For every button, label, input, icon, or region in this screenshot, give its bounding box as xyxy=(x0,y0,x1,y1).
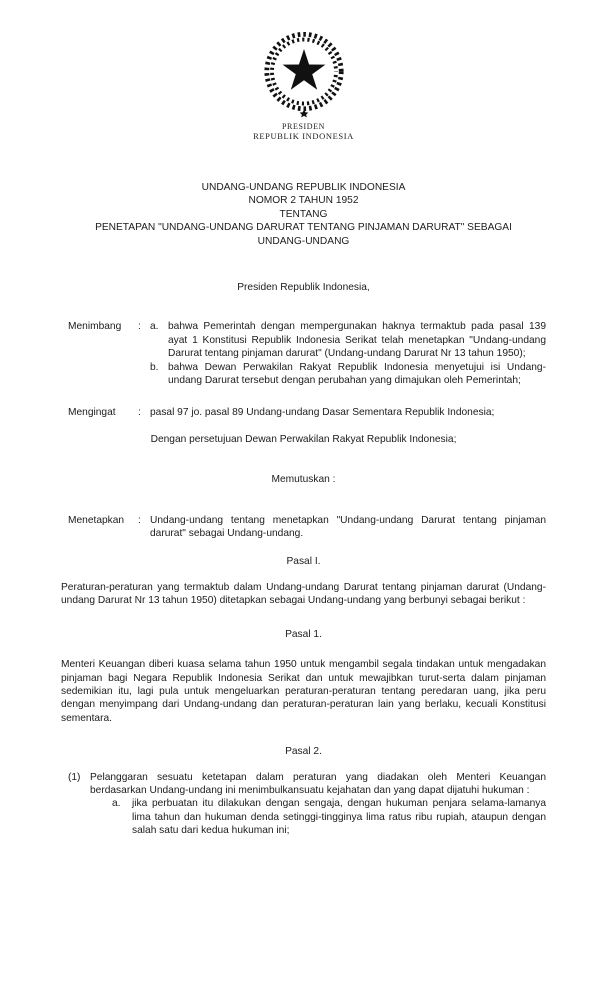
memutuskan-line: Memutuskan : xyxy=(271,474,336,486)
title-line-4: PENETAPAN "UNDANG-UNDANG DARURAT TENTANG PINJAMAN DARURAT" SEBAGAI xyxy=(95,222,512,234)
menimbang-item-a-marker: a. xyxy=(150,321,159,333)
clause-menimbang-colon: : xyxy=(138,321,141,333)
presidential-emblem xyxy=(260,30,348,120)
title-line-1: UNDANG-UNDANG REPUBLIK INDONESIA xyxy=(201,182,406,193)
letterhead-presiden: PRESIDEN xyxy=(281,122,326,131)
pasal-roman-heading: Pasal I. xyxy=(286,555,321,567)
pasal-2-item-1 xyxy=(68,771,546,838)
clause-mengingat xyxy=(68,406,546,419)
star-icon xyxy=(282,49,325,90)
clause-menimbang-label: Menimbang xyxy=(68,321,122,333)
opening-line: Presiden Republik Indonesia, xyxy=(237,282,370,294)
clause-mengingat-label: Mengingat xyxy=(68,407,116,419)
title-line-2: NOMOR 2 TAHUN 1952 xyxy=(248,195,359,207)
agreement-line: Dengan persetujuan Dewan Perwakilan Rakyat Republik Indonesia; xyxy=(150,433,457,445)
pasal-2-item-1-sub-a xyxy=(112,797,546,837)
pasal-1-paragraph: Menteri Keuangan diberi kuasa selama tahun 1950 untuk mengambil segala tindakan untuk mengadakan pinjaman bagi Negara Republik Indonesia Serikat dan untuk mewajibkan turut-serta dalam pinjaman sedemikian itu, lagi pula untuk mengeluarkan peraturan-peraturan tentang peredaran uang, jika peru dengan menyimpang dari Undang-undang dan peraturan-peraturan lain yang berlaku, kecuali Konstitusi sementara. xyxy=(61,659,546,724)
pasal-2-heading: Pasal 2. xyxy=(285,746,322,758)
menimbang-item-b-marker: b. xyxy=(150,361,159,373)
menimbang-item-b-text: bahwa Dewan Perwakilan Rakyat Republik Indonesia menyetujui isi Undang-undang Darurat tersebut dengan perubahan yang dimajukan oleh Pemerintah; xyxy=(168,361,546,387)
clause-menimbang-content xyxy=(150,320,546,387)
clause-menetapkan-text: Undang-undang tentang menetapkan "Undang-undang Darurat tentang pinjaman darurat" sebagai Undang-undang. xyxy=(150,514,546,540)
clause-mengingat-text: pasal 97 jo. pasal 89 Undang-undang Dasar Sementara Republik Indonesia; xyxy=(150,407,495,419)
pasal-2-item-1-sub-a-marker: a. xyxy=(112,798,121,810)
pasal-2-item-1-marker: (1) xyxy=(68,771,81,783)
title-line-5: UNDANG-UNDANG xyxy=(257,235,350,247)
menimbang-item-a-text: bahwa Pemerintah dengan mempergunakan haknya termaktub pada pasal 139 ayat 1 Konstitusi Republik Indonesia Serikat telah menetapkan "Undang-undang Darurat tentang pinjaman darurat" (Undang-undang Darurat Nr 13 tahun 1950); xyxy=(168,321,546,360)
letterhead xyxy=(61,30,546,141)
pasal-2-item-1-sub-a-text: jika perbuatan itu dilakukan dengan sengaja, dengan hukuman penjara selama-lamanya lima tahun dan hukuman denda setinggi-tingginya lima ratus ribu rupiah, ataupun dengan salah satu dari kedua hukuman ini; xyxy=(132,798,546,837)
pasal-2-item-1-text: Pelanggaran sesuatu ketetapan dalam peraturan yang diadakan oleh Menteri Keuangan berdasarkan Undang-undang ini menimbulkansuatu kejahatan dan yang dapat dijatuhi hukuman : xyxy=(90,771,546,796)
clause-menetapkan-colon: : xyxy=(138,514,141,526)
title-line-3: TENTANG xyxy=(279,208,328,220)
pasal-roman-paragraph: Peraturan-peraturan yang termaktub dalam Undang-undang Darurat tentang pinjaman darurat (Undang-undang Darurat Nr 13 tahun 1950) ditetapkan sebagai Undang-undang yang berbunyi sebagai berikut : xyxy=(61,581,546,607)
clause-menetapkan xyxy=(68,514,546,541)
document-title xyxy=(61,181,546,248)
pasal-1-heading: Pasal 1. xyxy=(285,628,322,640)
clause-menetapkan-label: Menetapkan xyxy=(68,514,125,526)
letterhead-republik: REPUBLIK INDONESIA xyxy=(253,131,354,141)
menimbang-item-b xyxy=(150,361,546,388)
clause-menimbang xyxy=(68,320,546,387)
menimbang-item-a xyxy=(150,320,546,360)
pasal-2-item-1-content xyxy=(90,771,546,838)
small-bottom-star-icon xyxy=(299,110,308,118)
clause-mengingat-colon: : xyxy=(138,407,141,419)
